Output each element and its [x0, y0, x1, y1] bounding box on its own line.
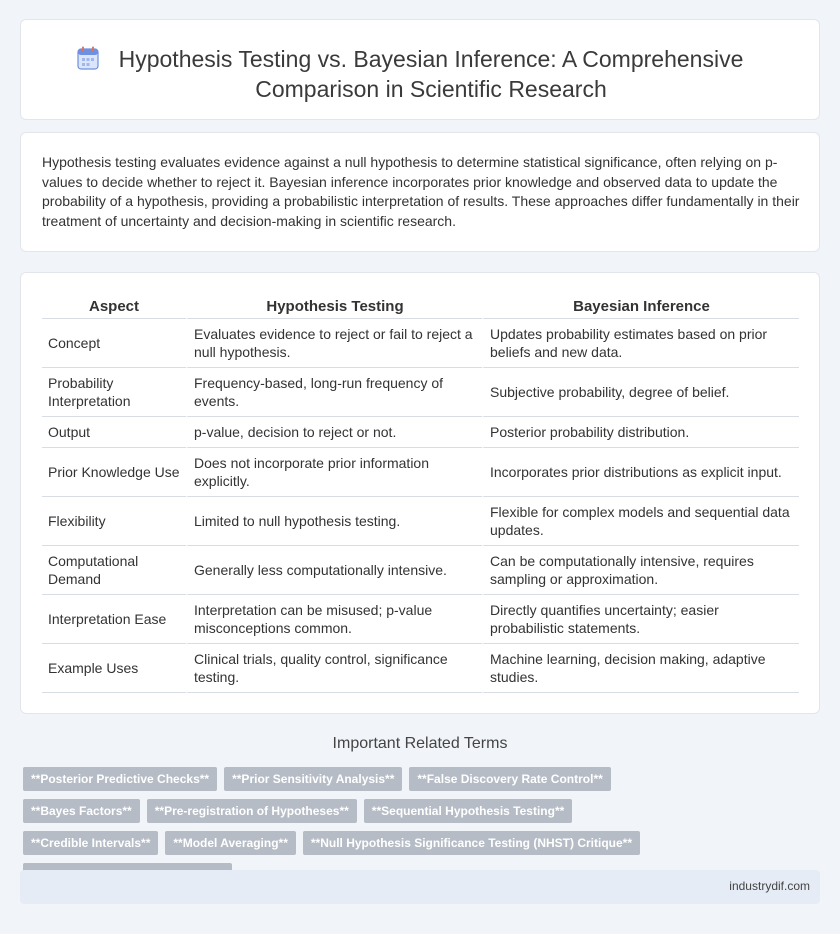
table-row	[42, 368, 799, 417]
column-header-hypothesis-testing: Hypothesis Testing	[186, 297, 482, 319]
related-term-tag[interactable]: **Posterior Predictive Checks**	[23, 767, 217, 791]
cell-hypothesis-testing: Evaluates evidence to reject or fail to reject a null hypothesis.	[186, 319, 482, 368]
related-terms-heading: Important Related Terms	[332, 735, 508, 752]
cell-bayesian-inference: Updates probability estimates based on prior beliefs and new data.	[482, 319, 799, 368]
related-term-tag[interactable]: **Credible Intervals**	[23, 831, 158, 855]
footer	[20, 870, 820, 904]
intro-paragraph: Hypothesis testing evaluates evidence against a null hypothesis to determine statistical significance, often relying on p-values to decide whether to reject it. Bayesian inference incorporates prior knowledge and observed data to update the probability of a hypothesis, providing a probabilistic interpretation of results. These approaches differ fundamentally in their treatment of uncertainty and decision-making in scientific research.	[42, 154, 800, 229]
cell-aspect: Computational Demand	[42, 546, 186, 595]
cell-aspect: Example Uses	[42, 644, 186, 693]
related-term-tag[interactable]: **False Discovery Rate Control**	[409, 767, 610, 791]
cell-bayesian-inference: Directly quantifies uncertainty; easier probabilistic statements.	[482, 595, 799, 644]
related-term-tag[interactable]: **Pre-registration of Hypotheses**	[147, 799, 357, 823]
cell-aspect: Concept	[42, 319, 186, 368]
table-row	[42, 497, 799, 546]
cell-hypothesis-testing: Does not incorporate prior information explicitly.	[186, 448, 482, 497]
cell-bayesian-inference: Incorporates prior distributions as explicit input.	[482, 448, 799, 497]
page-title: Hypothesis Testing vs. Bayesian Inference: A Comprehensive Comparison in Scientific Research	[118, 46, 744, 102]
comparison-card	[20, 272, 820, 714]
cell-hypothesis-testing: Frequency-based, long-run frequency of events.	[186, 368, 482, 417]
table-row	[42, 644, 799, 693]
footer-site-link[interactable]: industrydif.com	[729, 879, 810, 893]
table-row	[42, 595, 799, 644]
table-header-row	[42, 297, 799, 319]
cell-hypothesis-testing: p-value, decision to reject or not.	[186, 417, 482, 448]
table-row	[42, 417, 799, 448]
related-term-tag[interactable]: **Bayes Factors**	[23, 799, 140, 823]
cell-aspect: Prior Knowledge Use	[42, 448, 186, 497]
cell-bayesian-inference: Flexible for complex models and sequential data updates.	[482, 497, 799, 546]
cell-bayesian-inference: Posterior probability distribution.	[482, 417, 799, 448]
column-header-aspect: Aspect	[42, 297, 186, 319]
cell-aspect: Probability Interpretation	[42, 368, 186, 417]
cell-aspect: Interpretation Ease	[42, 595, 186, 644]
cell-aspect: Output	[42, 417, 186, 448]
cell-aspect: Flexibility	[42, 497, 186, 546]
cell-bayesian-inference: Machine learning, decision making, adaptive studies.	[482, 644, 799, 693]
cell-bayesian-inference: Subjective probability, degree of belief.	[482, 368, 799, 417]
related-terms-list	[23, 767, 713, 887]
cell-hypothesis-testing: Clinical trials, quality control, significance testing.	[186, 644, 482, 693]
table-row	[42, 319, 799, 368]
cell-bayesian-inference: Can be computationally intensive, requires sampling or approximation.	[482, 546, 799, 595]
cell-hypothesis-testing: Limited to null hypothesis testing.	[186, 497, 482, 546]
related-term-tag[interactable]: **Null Hypothesis Significance Testing (NHST) Critique**	[303, 831, 640, 855]
related-term-tag[interactable]: **Sequential Hypothesis Testing**	[364, 799, 573, 823]
related-term-tag[interactable]: **Model Averaging**	[165, 831, 295, 855]
cell-hypothesis-testing: Interpretation can be misused; p-value misconceptions common.	[186, 595, 482, 644]
related-term-tag[interactable]: **Prior Sensitivity Analysis**	[224, 767, 402, 791]
intro-card	[20, 132, 820, 252]
cell-hypothesis-testing: Generally less computationally intensive.	[186, 546, 482, 595]
table-row	[42, 448, 799, 497]
table-row	[42, 546, 799, 595]
header-card	[20, 19, 820, 120]
column-header-bayesian-inference: Bayesian Inference	[482, 297, 799, 319]
comparison-table	[42, 297, 799, 693]
